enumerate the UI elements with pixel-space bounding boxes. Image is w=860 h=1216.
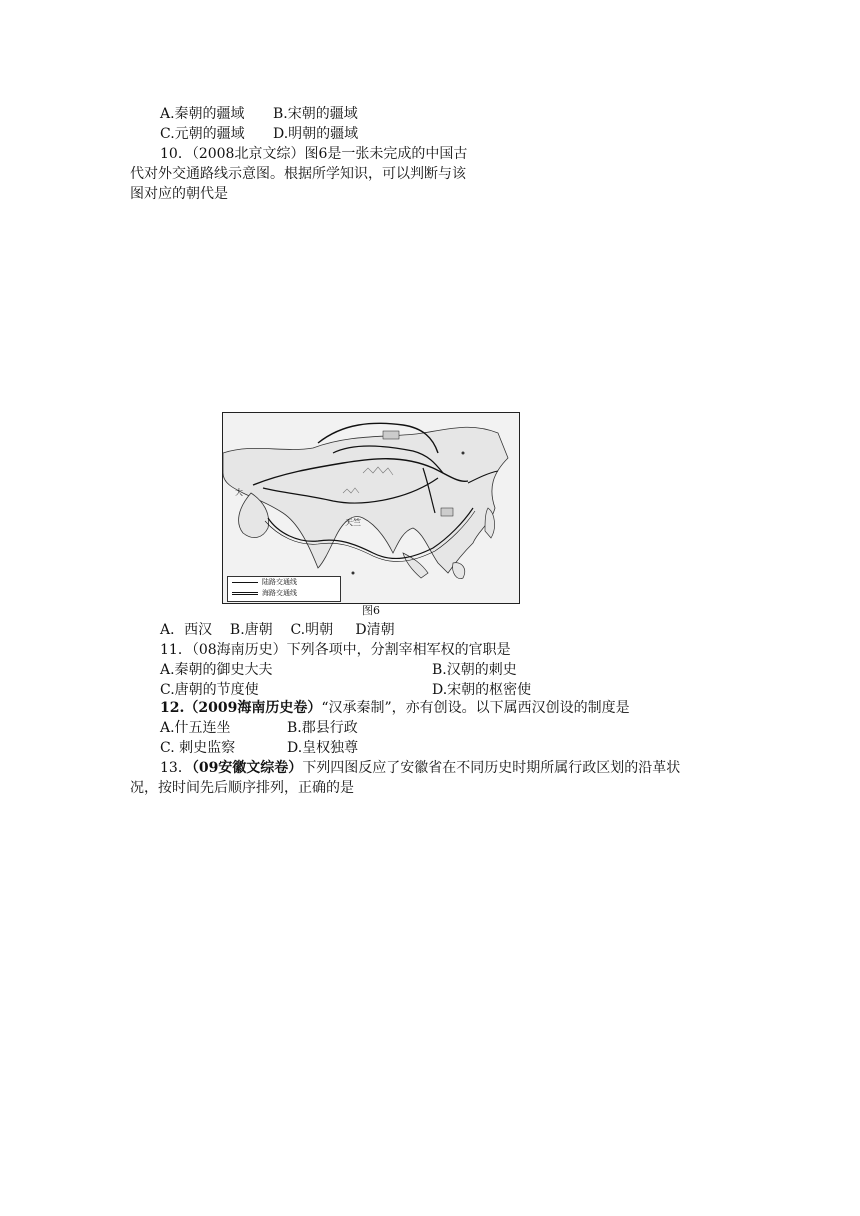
q12-option-c: C. 刺史监察 [160,740,236,756]
q10-options: A．西汉 B.唐朝 C.明朝 D清朝 [160,622,395,638]
q12-text: “汉承秦制”，亦有创设。以下属西汉创设的制度是 [321,700,630,716]
q11-option-b: B.汉朝的刺史 [432,662,517,678]
q13-stem [160,758,680,778]
q11-option-a: A.秦朝的御史大夫 [160,662,273,678]
q12-option-a: A.什五连坐 [160,720,231,736]
q9-option-a: A.秦朝的疆域 [160,106,245,122]
legend-sea-route [228,588,340,599]
q11-stem: 11．（08海南历史）下列各项中，分割宰相军权的官职是 [160,642,511,658]
map-legend [227,576,341,602]
legend-land-route [228,577,340,588]
q10-stem-line1: 10．（2008北京文综）图6是一张未完成的中国古 [160,146,468,162]
map-label-tianzhu: 天竺 [345,518,361,527]
trade-route-map [222,412,520,624]
q12-number: 12. [160,700,185,716]
q11-option-c: C.唐朝的节度使 [160,682,259,698]
legend-sea-label: 海路交通线 [262,589,297,597]
q13-number: 13． [160,760,192,776]
q10-stem-line2: 代对外交通路线示意图。根据所学知识，可以判断与该 [130,166,466,182]
q9-option-d: D.明朝的疆域 [273,126,359,142]
q13-text: 下列四图反应了安徽省在不同历史时期所属行政区划的沿革状 [302,760,681,776]
land-route-swatch [232,582,258,583]
legend-land-label: 陆路交通线 [262,578,297,586]
q12-stem [160,698,630,718]
q12-source: （2009海南历史卷） [184,700,322,716]
sea-route-swatch [232,592,258,595]
q13-stem-line2: 况，按时间先后顺序排列，正确的是 [130,780,354,796]
q10-stem-line3: 图对应的朝代是 [130,186,228,202]
q9-option-c: C.元朝的疆域 [160,126,245,142]
q12-option-b: B.郡县行政 [287,720,358,736]
q13-source: （09安徽文综卷） [191,760,303,776]
q9-option-b: B.宋朝的疆域 [273,106,358,122]
q11-option-d: D.宋朝的枢密使 [432,682,532,698]
map-drawing [223,413,519,603]
q12-option-d: D.皇权独尊 [287,740,359,756]
map-label-da: 大 [235,488,243,497]
map-frame [222,412,520,604]
map-caption: 图6 [362,604,380,617]
